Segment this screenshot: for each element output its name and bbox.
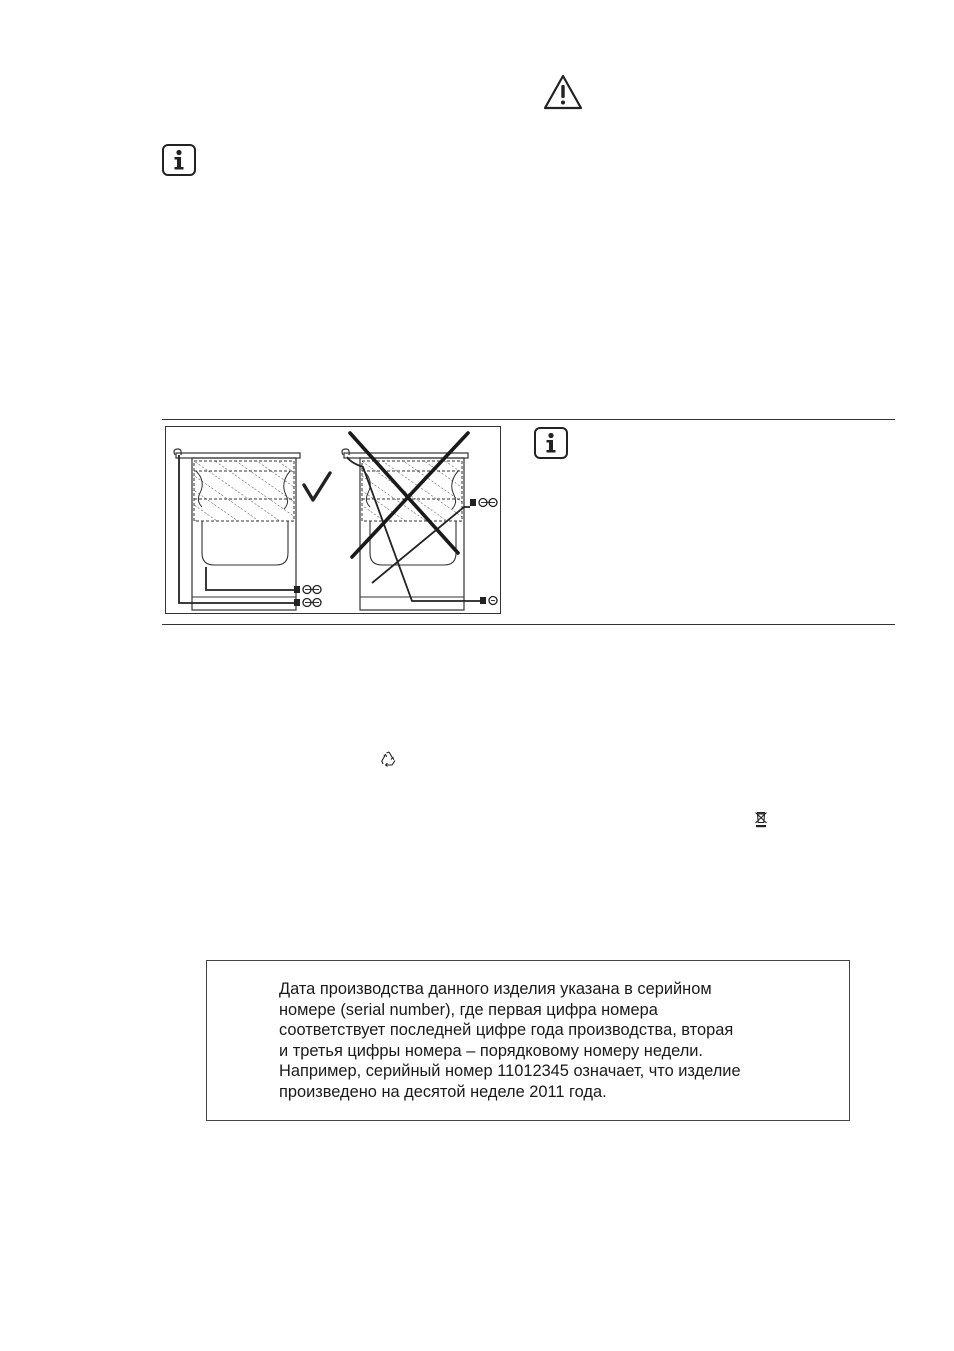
installation-figure (165, 426, 501, 614)
note-line: номере (serial number), где первая цифра номера (279, 1000, 658, 1019)
note-line: Дата производства данного изделия указана в серийном (279, 980, 712, 998)
production-date-note (206, 960, 850, 1121)
crossed-bin-icon (754, 810, 768, 828)
check-icon (304, 473, 330, 500)
correct-installation-drawing (174, 449, 321, 610)
warning-triangle-icon (542, 73, 584, 111)
section-rule-top (162, 419, 895, 420)
info-icon (162, 144, 196, 176)
note-line: соответствует последней цифре года производства, вторая (279, 1021, 734, 1039)
section-rule-bottom (162, 624, 895, 625)
info-icon (534, 427, 568, 459)
note-line: Например, серийный номер 11012345 означает, что изделие (279, 1062, 741, 1080)
recycle-icon (380, 750, 398, 767)
incorrect-installation-drawing (342, 449, 497, 610)
note-line: произведено на десятой неделе 2011 года. (279, 1082, 607, 1101)
note-line: и третья цифры номера – порядковому номеру недели. (279, 1041, 703, 1060)
